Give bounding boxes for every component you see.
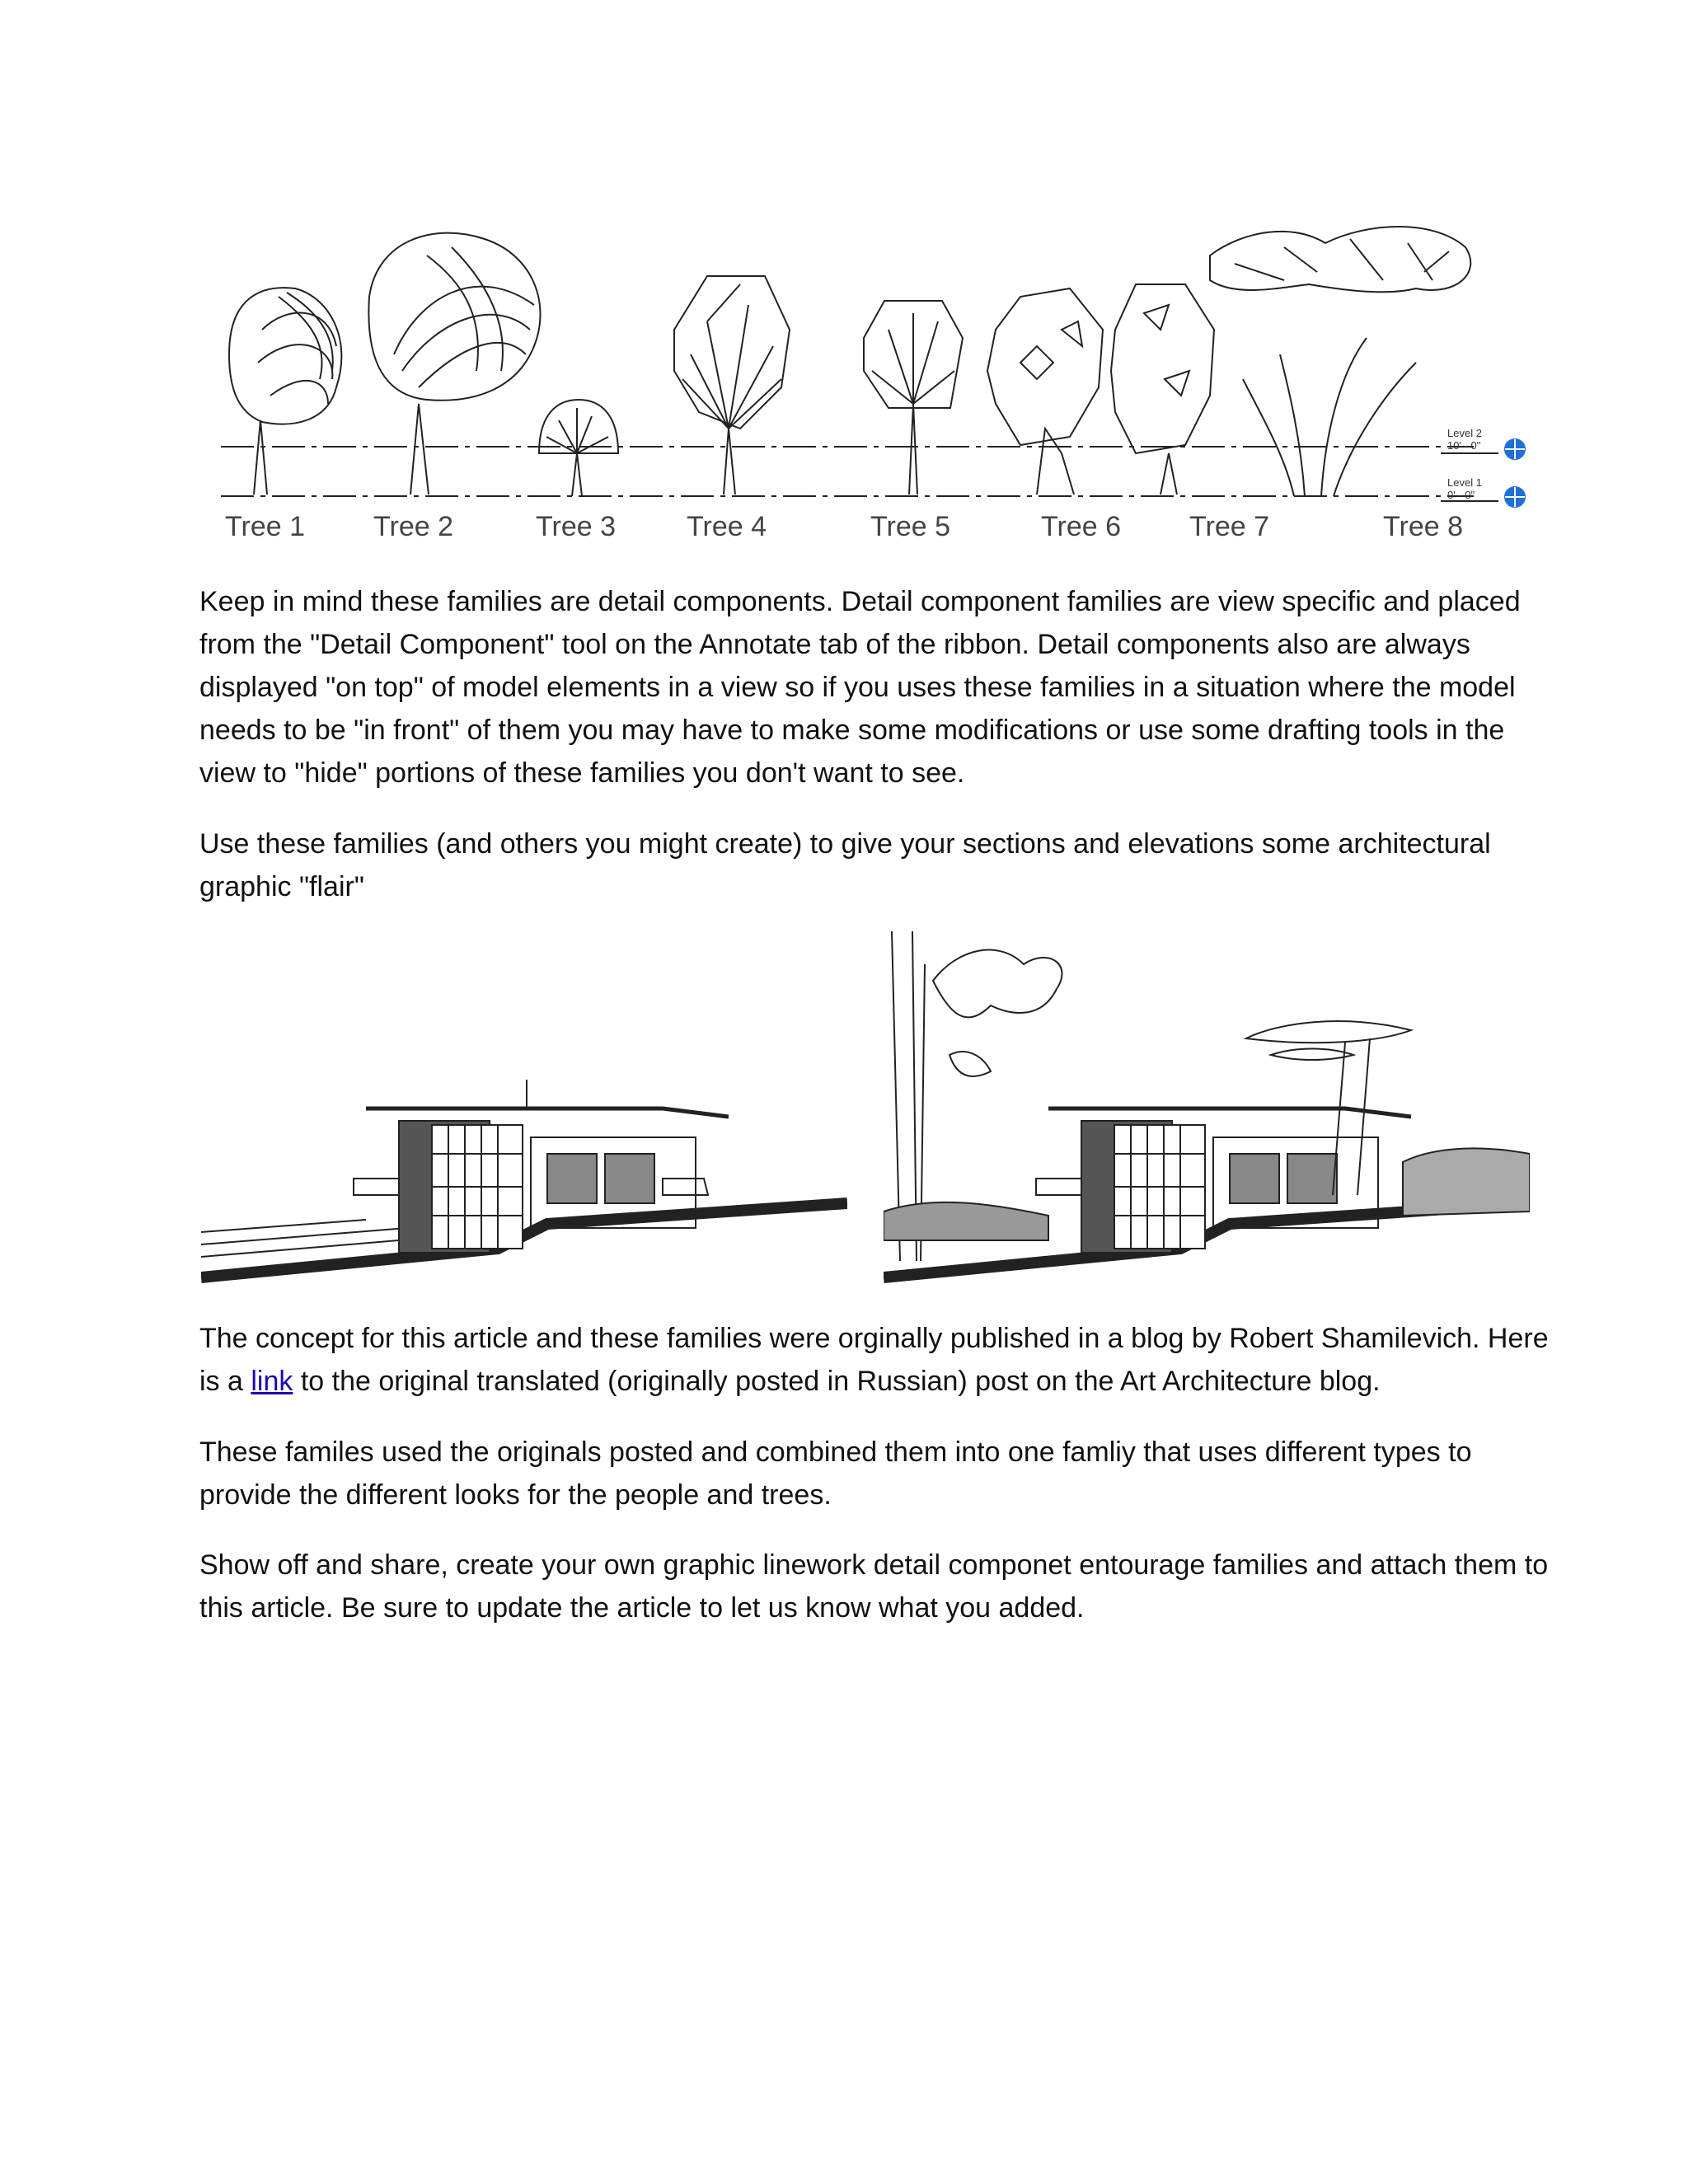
building-elevation-plain-image xyxy=(201,931,847,1286)
tree-4-icon xyxy=(674,276,790,494)
paragraph-concept-origin xyxy=(199,1317,1551,1403)
level-2-name: Level 2 xyxy=(1447,427,1482,439)
tree-label: Tree 2 xyxy=(373,511,454,542)
tree-6-icon xyxy=(987,288,1103,494)
tree-label: Tree 1 xyxy=(225,511,306,542)
tree-1-icon xyxy=(229,288,341,494)
tree-2-icon xyxy=(368,233,540,494)
tree-families-drawing xyxy=(213,206,1581,552)
tree-7-icon xyxy=(1111,284,1214,494)
paragraph-concept-text-after: to the original translated (originally posted in Russian) post on the Art Architecture blog. xyxy=(293,1366,1381,1397)
paragraph-concept-text-before: The concept for this article and these families were orginally published in a blog by Robert Shamilevich. Here is a xyxy=(199,1323,1549,1397)
tree-label: Tree 6 xyxy=(1041,511,1122,542)
tree-families-figure xyxy=(213,206,1581,552)
tree-8-icon xyxy=(1210,227,1470,496)
paragraph-combined-families: These familes used the originals posted and combined them into one famliy that uses different types to provide the different looks for the people and trees. xyxy=(199,1436,1472,1511)
tree-label: Tree 3 xyxy=(536,511,617,542)
tree-3-icon xyxy=(539,400,618,496)
tree-label: Tree 5 xyxy=(870,511,951,542)
paragraph-detail-components: Keep in mind these families are detail components. Detail component families are view specific and placed from the "Detail Component" tool on the Annotate tab of the ribbon. Detail components also are always displayed "on top" of model elements in a view so if you uses these families in a situation where the model needs to be "in front" of them you may have to make some modifications or use some drafting tools in the view to "hide" portions of these families you don't want to see. xyxy=(199,586,1521,789)
tree-label: Tree 8 xyxy=(1383,511,1464,542)
original-post-link[interactable]: link xyxy=(251,1366,293,1397)
tree-label: Tree 7 xyxy=(1189,511,1270,542)
level-1-value: 0' - 0" xyxy=(1447,489,1475,501)
building-elevation-entourage-image xyxy=(884,931,1530,1286)
tree-label: Tree 4 xyxy=(687,511,767,542)
tree-5-icon xyxy=(864,301,963,494)
level-1-name: Level 1 xyxy=(1447,476,1482,489)
paragraph-architectural-flair: Use these families (and others you might create) to give your sections and elevations some architectural graphic "flair" xyxy=(199,828,1491,902)
paragraph-show-off-share: Show off and share, create your own graphic linework detail componet entourage families and attach them to this article. Be sure to update the article to let us know what you added. xyxy=(199,1549,1549,1624)
level-2-value: 10' - 0" xyxy=(1447,439,1481,452)
